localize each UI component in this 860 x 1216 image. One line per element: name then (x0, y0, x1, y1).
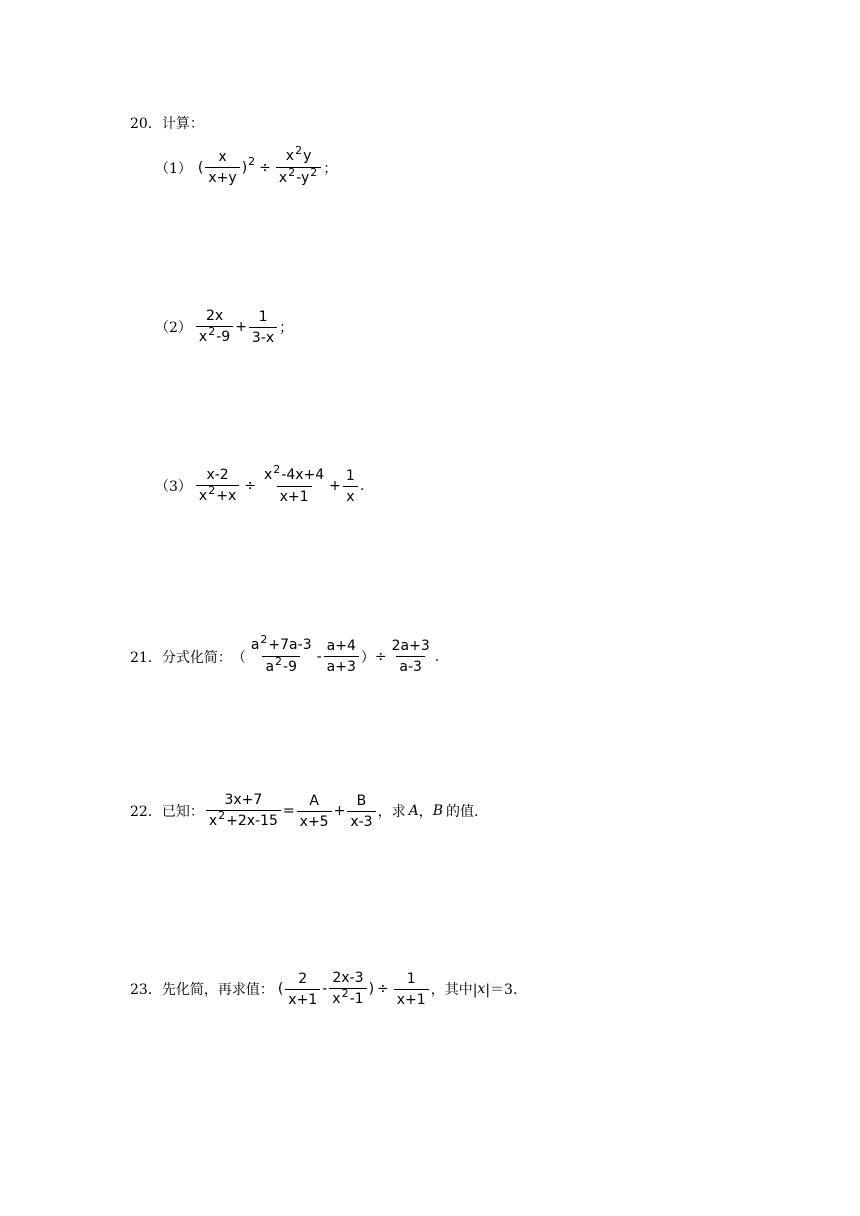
equals-sign: = (282, 803, 295, 819)
numerator: B (356, 792, 367, 809)
fraction-x-over-x-plus-y (205, 149, 239, 186)
end-punct: . (434, 648, 440, 665)
right-paren: ） (360, 649, 375, 666)
fraction-2x-minus-3-over-x2-minus-1 (329, 970, 366, 1008)
fraction-x2-4x-4-over-x-plus-1 (261, 463, 327, 505)
plus-operator: + (235, 319, 247, 335)
end-punct: . (359, 478, 365, 494)
fraction-1-over-x-plus-1 (394, 971, 429, 1008)
part-label: （1） (155, 160, 192, 177)
divide-operator: ÷ (374, 648, 387, 665)
numerator: 2x-3 (332, 970, 364, 986)
fraction-2-over-x-plus-1 (285, 971, 320, 1008)
numerator: x (218, 149, 227, 165)
numerator: $a^2+7a-3$ (250, 633, 312, 653)
divide-operator: ÷ (244, 478, 256, 494)
denominator: 3-x (249, 327, 277, 346)
numerator: 1 (406, 970, 416, 987)
denominator: x (343, 486, 357, 505)
numerator: 2a+3 (391, 638, 430, 654)
divide-operator: ÷ (377, 981, 389, 997)
fraction-a-plus-4-over-a-plus-3 (324, 638, 359, 675)
denominator: a+3 (324, 656, 359, 675)
variable-a: A (408, 803, 419, 819)
fraction-x2y-over-x2-minus-y2 (276, 144, 321, 187)
plus-operator: + (333, 803, 346, 819)
numerator: 1 (258, 308, 268, 325)
end-punct: ； (323, 160, 338, 177)
question-21-prefix: 21．分式化简： (130, 649, 232, 666)
fraction-x-minus-2-over-x2-plus-x (196, 467, 239, 505)
left-paren: ( (197, 159, 204, 176)
denominator: a-3 (396, 656, 425, 675)
fraction-A-over-x-plus-5 (297, 793, 332, 830)
denominator: $a^2-9$ (262, 656, 300, 676)
fraction-3x-plus-7-over-quadratic (206, 792, 281, 830)
denominator: x+y (205, 167, 239, 186)
fraction-a2-7a-3-over-a2-9 (248, 633, 315, 676)
denominator: x+1 (277, 486, 312, 505)
denominator: x+1 (285, 989, 320, 1008)
variable-x: x (477, 981, 486, 997)
question-20-heading: 20．计算： (130, 116, 204, 132)
fraction-1-over-x (343, 468, 358, 505)
question-23-suffix: ，其中| (430, 982, 478, 998)
numerator: 1 (345, 467, 355, 484)
right-paren: ) (368, 981, 375, 997)
numerator: 2x (205, 308, 224, 324)
denominator: $x^2-1$ (329, 988, 366, 1008)
fraction-1-over-3-minus-x (249, 309, 277, 346)
numerator: A (309, 792, 319, 809)
minus-operator: - (316, 648, 322, 665)
plus-operator: + (329, 478, 341, 494)
denominator: $x^2+x$ (196, 485, 239, 505)
question-20-part-3 (155, 463, 365, 505)
question-20-part-1 (155, 144, 338, 187)
fraction-2a-plus-3-over-a-minus-3 (389, 638, 433, 675)
minus-operator: - (322, 981, 328, 997)
denominator: x-3 (347, 811, 375, 830)
numerator: $x^2y$ (285, 144, 312, 164)
numerator: a+4 (326, 638, 356, 654)
fraction-B-over-x-minus-3 (347, 793, 375, 830)
question-20-title (130, 113, 204, 133)
question-22-suffix: ，求 (377, 804, 406, 820)
denominator: x+5 (297, 811, 332, 830)
exponent: 2 (248, 155, 256, 168)
comma: ， (418, 804, 433, 820)
part-label: （2） (155, 320, 192, 336)
numerator: $x^2-4x+4$ (263, 463, 325, 483)
numerator: 3x+7 (224, 792, 263, 808)
part-label: （3） (155, 479, 192, 495)
question-23-tail: |＝3. (485, 982, 518, 998)
fraction-2x-over-x2-minus-9 (196, 308, 233, 346)
denominator: $x^2-y^2$ (276, 167, 321, 187)
question-22-prefix: 22．已知： (130, 804, 204, 820)
right-paren: ) (241, 159, 248, 176)
variable-b: B (432, 803, 443, 819)
divide-operator: ÷ (259, 159, 271, 176)
question-23 (130, 970, 517, 1008)
question-22 (130, 792, 478, 830)
left-paren: ( (277, 981, 284, 997)
denominator: $x^2-9$ (196, 326, 233, 346)
numerator: x-2 (206, 467, 229, 483)
question-21 (130, 633, 440, 676)
question-22-tail: 的值. (446, 804, 479, 820)
denominator: x+1 (394, 989, 429, 1008)
left-paren: （ (231, 649, 246, 666)
question-20-part-2 (155, 308, 293, 346)
numerator: 2 (298, 970, 308, 987)
question-23-prefix: 23．先化简，再求值： (130, 982, 274, 998)
end-punct: ； (279, 320, 294, 336)
denominator: $x^2+2x-15$ (206, 810, 281, 830)
